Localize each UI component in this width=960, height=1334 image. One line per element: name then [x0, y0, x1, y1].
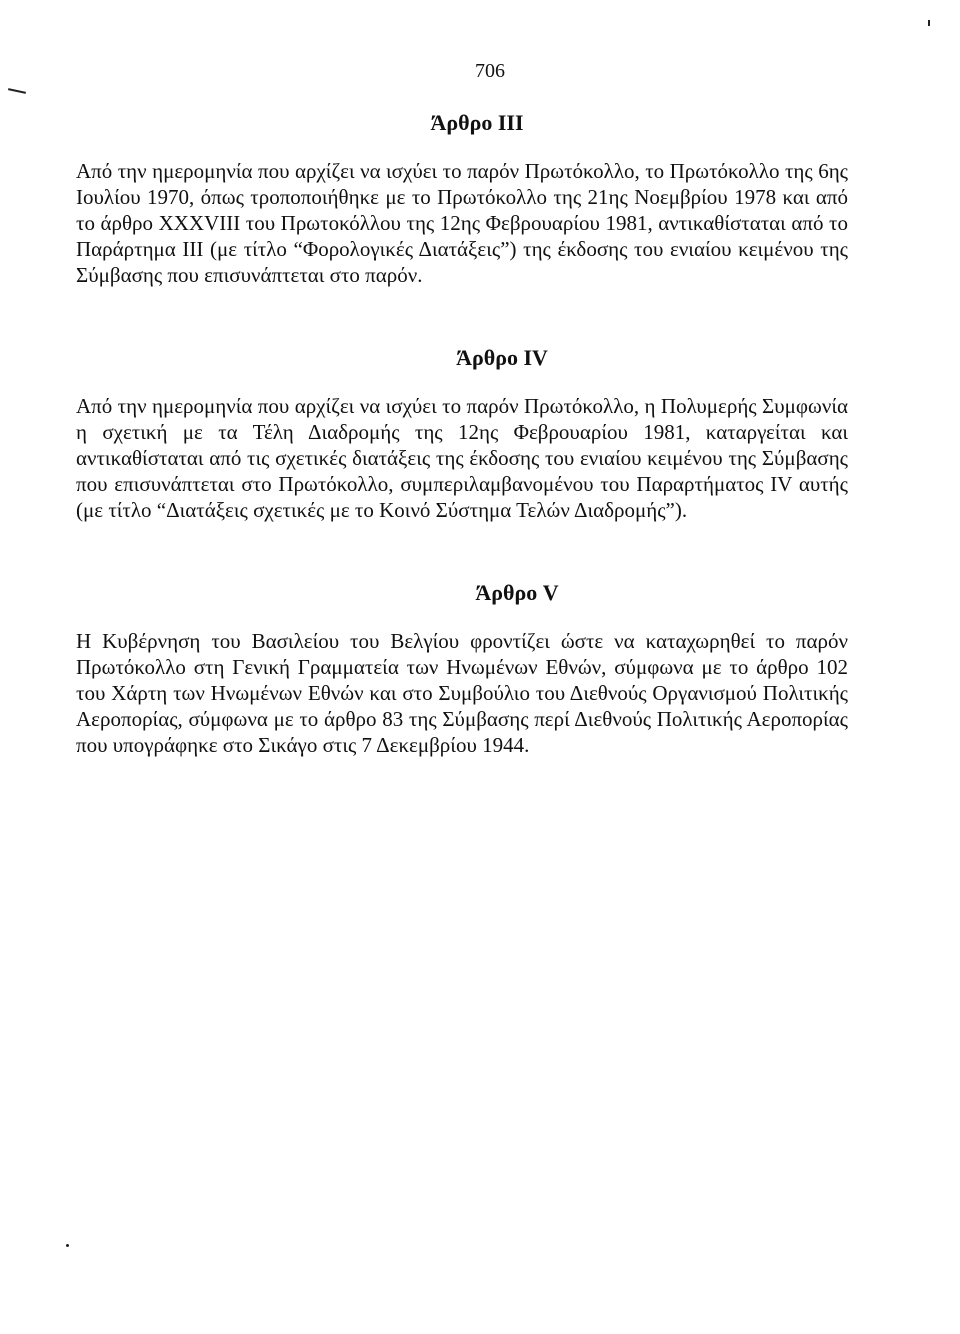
scan-mark-top-right [928, 20, 930, 26]
article-3-body: Από την ημερομηνία που αρχίζει να ισχύει το παρόν Πρωτόκολλο, το Πρωτόκολλο της 6ης Ιουλίου 1970, όπως τροποποιήθηκε με το Πρωτόκολλο της 21ης Νοεμβρίου 1978 και από το άρθρο XXXVIII του Πρωτοκόλλου της 12ης Φεβρουαρίου 1981, αντικαθίσταται από το Παράρτημα III (με τίτλο “Φορολογικές Διατάξεις”) της έκδοσης του ενιαίου κειμένου της Σύμβασης που επισυνάπτεται στο παρόν. [76, 159, 848, 287]
article-5-title: Άρθρο V [475, 580, 559, 605]
article-5 [76, 580, 848, 758]
page-number: 706 [475, 60, 505, 82]
article-3-title: Άρθρο III [430, 110, 524, 135]
scan-mark-top-left [8, 88, 26, 94]
article-4 [76, 345, 848, 523]
article-3 [76, 110, 848, 288]
article-5-body: Η Κυβέρνηση του Βασιλείου του Βελγίου φροντίζει ώστε να καταχωρηθεί το παρόν Πρωτόκολλο στη Γενική Γραμματεία των Ηνωμένων Εθνών, σύμφωνα με το άρθρο 102 του Χάρτη των Ηνωμένων Εθνών και στο Συμβούλιο του Διεθνούς Οργανισμού Πολιτικής Αεροπορίας, σύμφωνα με το άρθρο 83 της Σύμβασης περί Διεθνούς Πολιτικής Αεροπορίας που υπογράφηκε στο Σικάγο στις 7 Δεκεμβρίου 1944. [76, 629, 848, 757]
scan-mark-bottom-left [66, 1244, 69, 1247]
article-4-title: Άρθρο IV [456, 345, 548, 370]
article-4-body: Από την ημερομηνία που αρχίζει να ισχύει το παρόν Πρωτόκολλο, η Πολυμερής Συμφωνία η σχετική με τα Τέλη Διαδρομής της 12ης Φεβρουαρίου 1981, καταργείται και αντικαθίσταται από τις σχετικές διατάξεις της έκδοσης του ενιαίου κειμένου της Σύμβασης που επισυνάπτεται στο Πρωτόκολλο, συμπεριλαμβανομένου του Παραρτήματος IV αυτής (με τίτλο “Διατάξεις σχετικές με το Κοινό Σύστημα Τελών Διαδρομής”). [76, 394, 848, 522]
